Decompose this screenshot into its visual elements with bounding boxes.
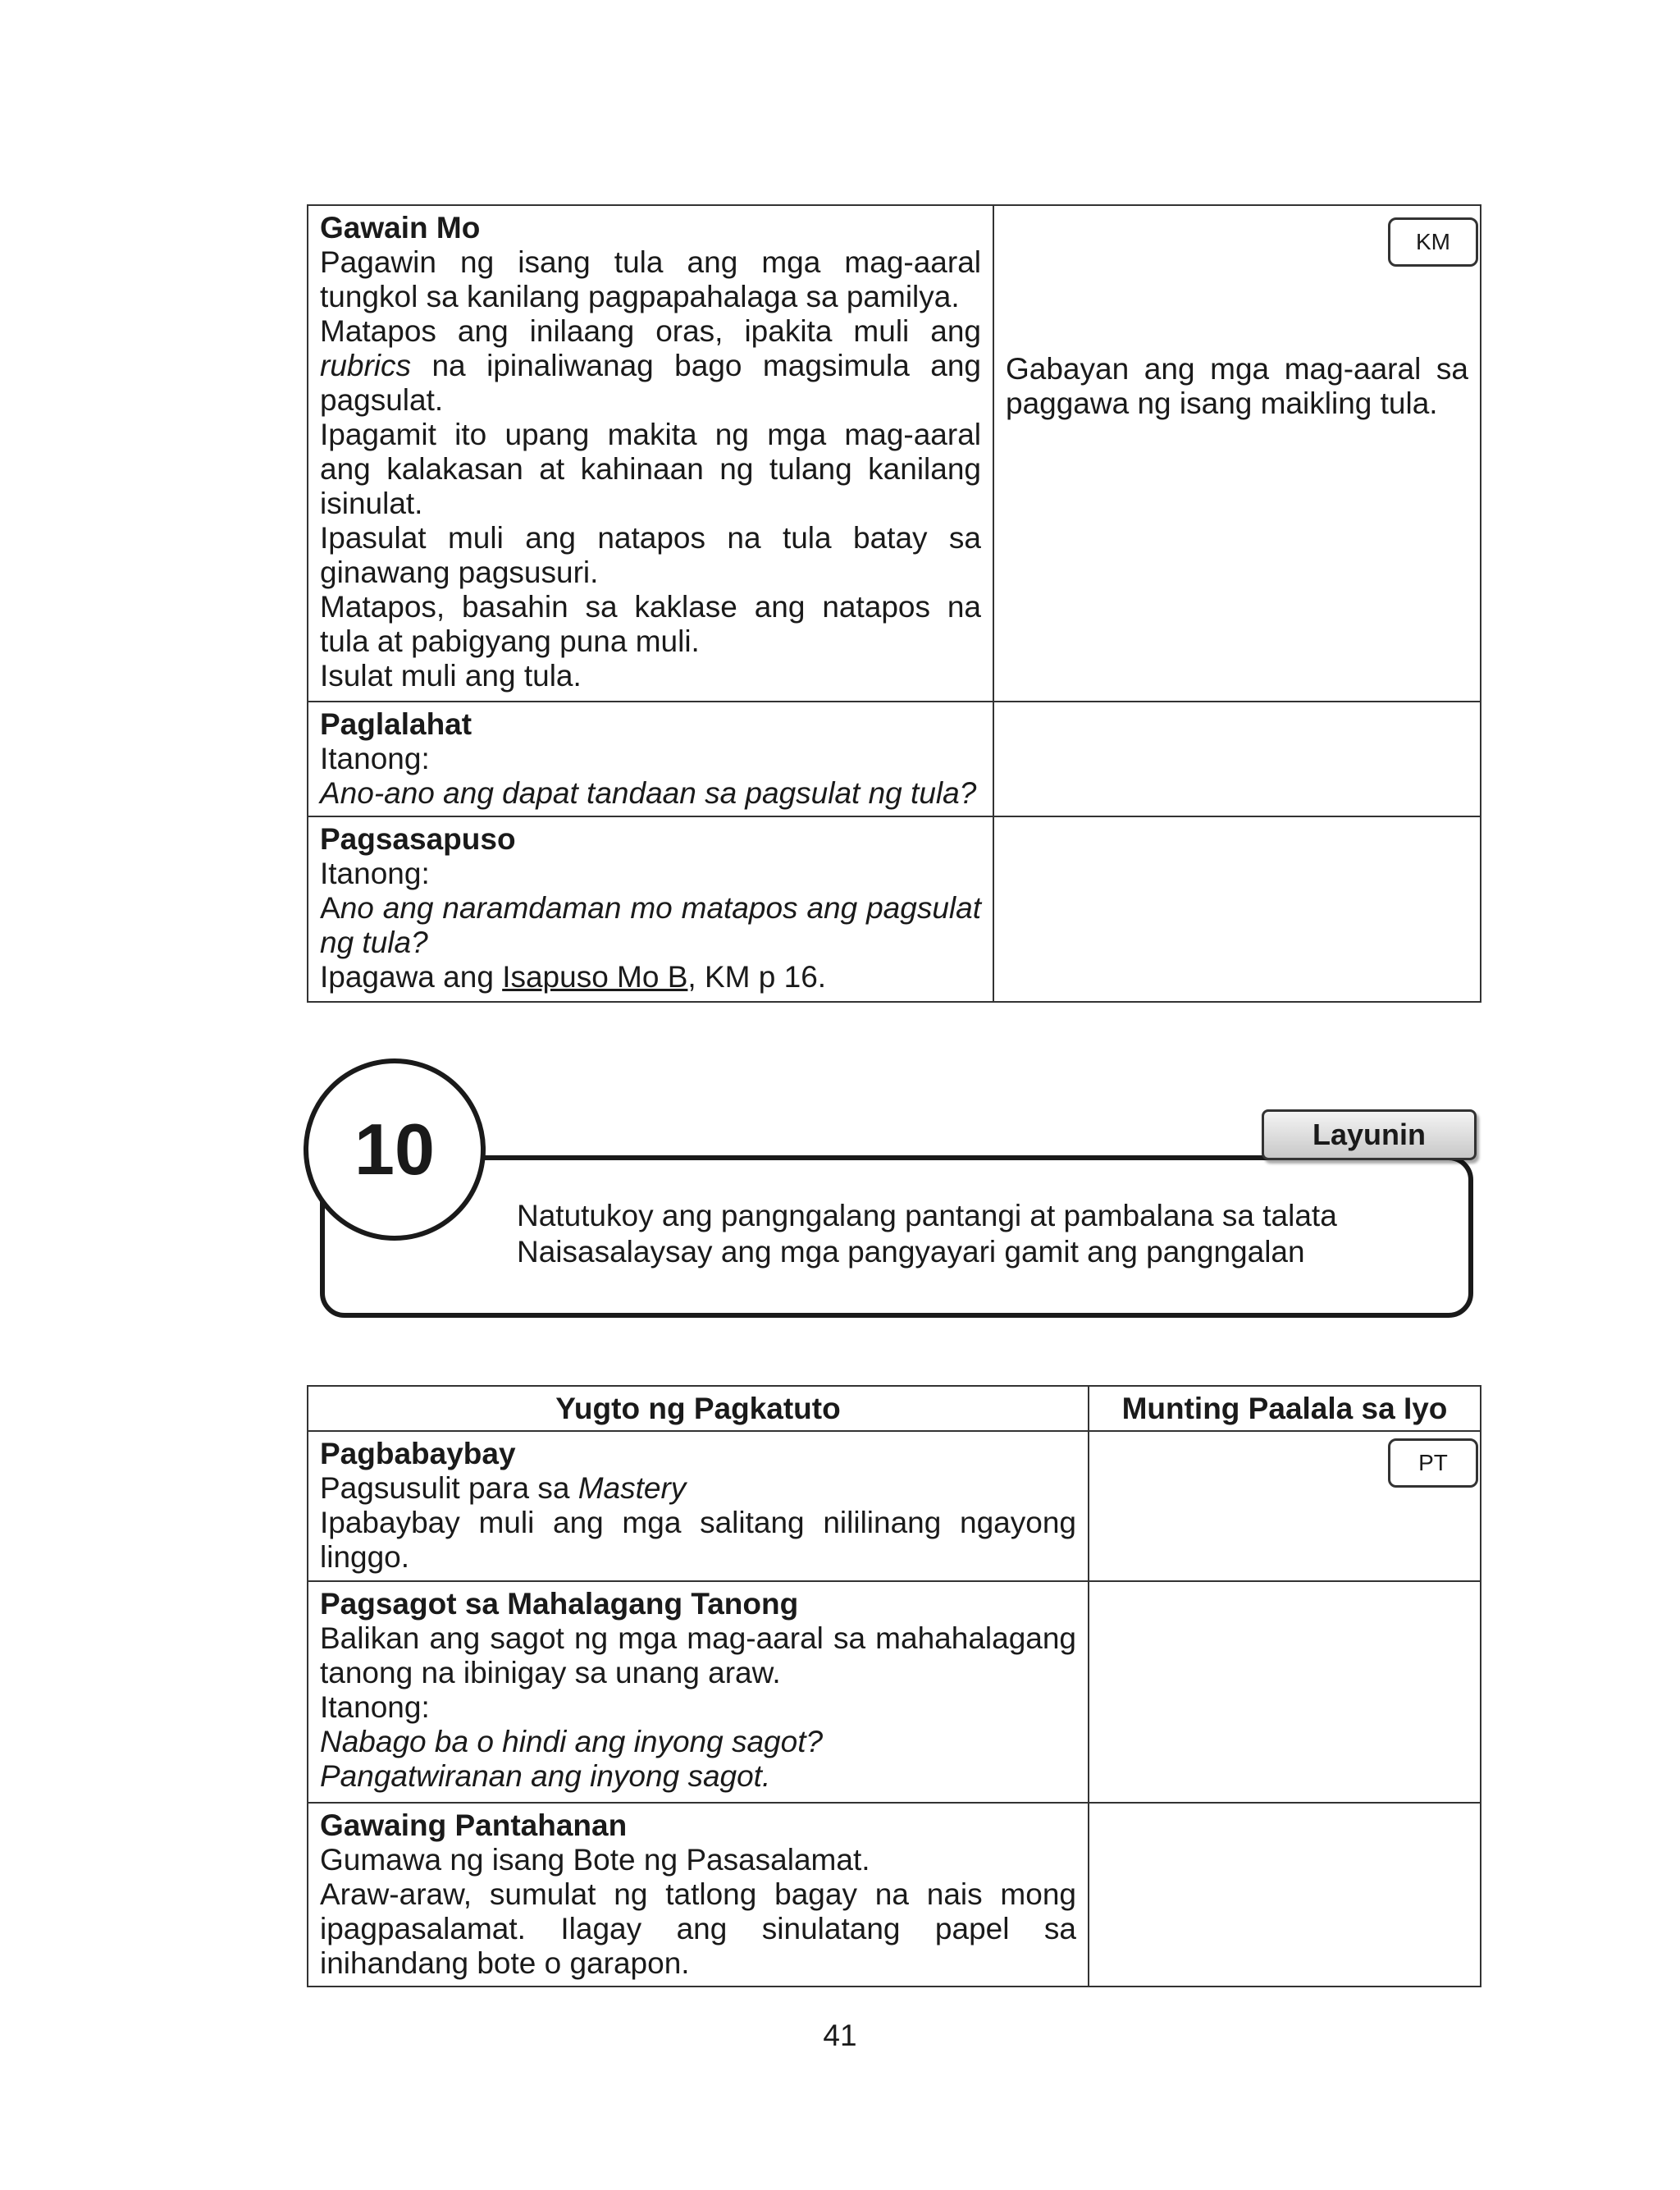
layunin-label: Layunin — [1262, 1109, 1477, 1160]
km-badge: KM — [1388, 217, 1478, 267]
prompt-label: Itanong: — [320, 1690, 430, 1724]
paragraph: Isulat muli ang tula. — [320, 659, 582, 693]
paragraph — [320, 1471, 1076, 1506]
objective-item: Naisasalaysay ang mga pangyayari gamit ang pangngalan — [517, 1235, 1305, 1269]
table-row — [308, 205, 1481, 702]
empty-note-cell — [993, 816, 1481, 1002]
table-row — [308, 1803, 1481, 1987]
section-title: Pagsagot sa Mahalagang Tanong — [320, 1587, 799, 1621]
text: na ipinaliwanag bago magsimula ang pagsulat. — [320, 349, 981, 417]
paglalahat-cell — [308, 702, 993, 816]
pagsasapuso-cell — [308, 816, 993, 1002]
table-row — [308, 702, 1481, 816]
lesson-number: 10 — [304, 1058, 486, 1241]
column-header: Munting Paalala sa Iyo — [1089, 1386, 1481, 1431]
empty-note-cell — [1089, 1803, 1481, 1987]
paragraph: Araw-araw, sumulat ng tatlong bagay na nais mong ipagpasalamat. Ilagay ang sinulatang papel sa inihandang bote o garapon. — [320, 1877, 1076, 1980]
question — [320, 891, 981, 960]
paragraph: Ipagamit ito upang makita ng mga mag-aaral ang kalakasan at kahinaan ng tulang kanilang isinulat. — [320, 418, 981, 520]
column-header: Yugto ng Pagkatuto — [308, 1386, 1089, 1431]
italic-question: no ang naramdaman mo matapos ang pagsulat ng tula? — [320, 891, 981, 959]
text: , KM p 16. — [687, 960, 827, 994]
italic-term: Mastery — [578, 1471, 687, 1505]
lesson-plan-table-1 — [307, 204, 1481, 1003]
pagbabaybay-cell — [308, 1431, 1089, 1581]
italic-term: rubrics — [320, 349, 412, 382]
text: Ipagawa ang — [320, 960, 503, 994]
paragraph: Matapos, basahin sa kaklase ang natapos na tula at pabigyang puna muli. — [320, 590, 981, 658]
section-title: Paglalahat — [320, 707, 472, 741]
question: Ano-ano ang dapat tandaan sa pagsulat ng tula? — [320, 776, 977, 810]
empty-note-cell — [993, 702, 1481, 816]
pantahanan-cell — [308, 1803, 1089, 1987]
objective-item: Natutukoy ang pangngalang pantangi at pambalana sa talata — [517, 1199, 1337, 1232]
objectives-list — [517, 1198, 1337, 1270]
table-header-row — [308, 1386, 1481, 1431]
teacher-note: Gabayan ang mga mag-aaral sa paggawa ng isang maikling tula. — [1006, 352, 1468, 420]
section-title: Gawaing Pantahanan — [320, 1808, 628, 1842]
pagbabaybay-note-cell — [1089, 1431, 1481, 1581]
mahalagang-tanong-cell — [308, 1581, 1089, 1803]
text: Pagsusulit para sa — [320, 1471, 578, 1505]
lesson-plan-table-2 — [307, 1385, 1481, 1987]
section-title: Pagsasapuso — [320, 822, 516, 856]
text: Matapos ang inilaang oras, ipakita muli ang — [320, 314, 981, 348]
page-number: 41 — [823, 2019, 857, 2052]
paragraph: Gumawa ng isang Bote ng Pasasalamat. — [320, 1843, 870, 1877]
table-row — [308, 1581, 1481, 1803]
gawain-cell — [308, 205, 993, 702]
gawain-note-cell — [993, 205, 1481, 702]
lesson-header — [304, 1058, 1485, 1329]
underlined-reference: Isapuso Mo B — [502, 960, 688, 994]
paragraph: Balikan ang sagot ng mga mag-aaral sa mahahalagang tanong na ibinigay sa unang araw. — [320, 1621, 1076, 1689]
empty-note-cell — [1089, 1581, 1481, 1803]
question: Nabago ba o hindi ang inyong sagot? — [320, 1725, 824, 1758]
paragraph: Ipabaybay muli ang mga salitang nililinang ngayong linggo. — [320, 1506, 1076, 1574]
prompt-label: Itanong: — [320, 742, 430, 775]
task — [320, 960, 981, 994]
paragraph: Pagawin ng isang tula ang mga mag-aaral tungkol sa kanilang pagpapahalaga sa pamilya. — [320, 245, 981, 313]
question: Pangatwiranan ang inyong sagot. — [320, 1759, 771, 1793]
table-row — [308, 816, 1481, 1002]
paragraph: Ipasulat muli ang natapos na tula batay sa ginawang pagsusuri. — [320, 521, 981, 589]
prompt-label: Itanong: — [320, 857, 430, 890]
text: A — [320, 891, 340, 925]
section-title: Pagbabaybay — [320, 1437, 516, 1470]
paragraph — [320, 314, 981, 418]
section-title: Gawain Mo — [320, 211, 481, 245]
pt-badge: PT — [1388, 1438, 1478, 1488]
table-row — [308, 1431, 1481, 1581]
